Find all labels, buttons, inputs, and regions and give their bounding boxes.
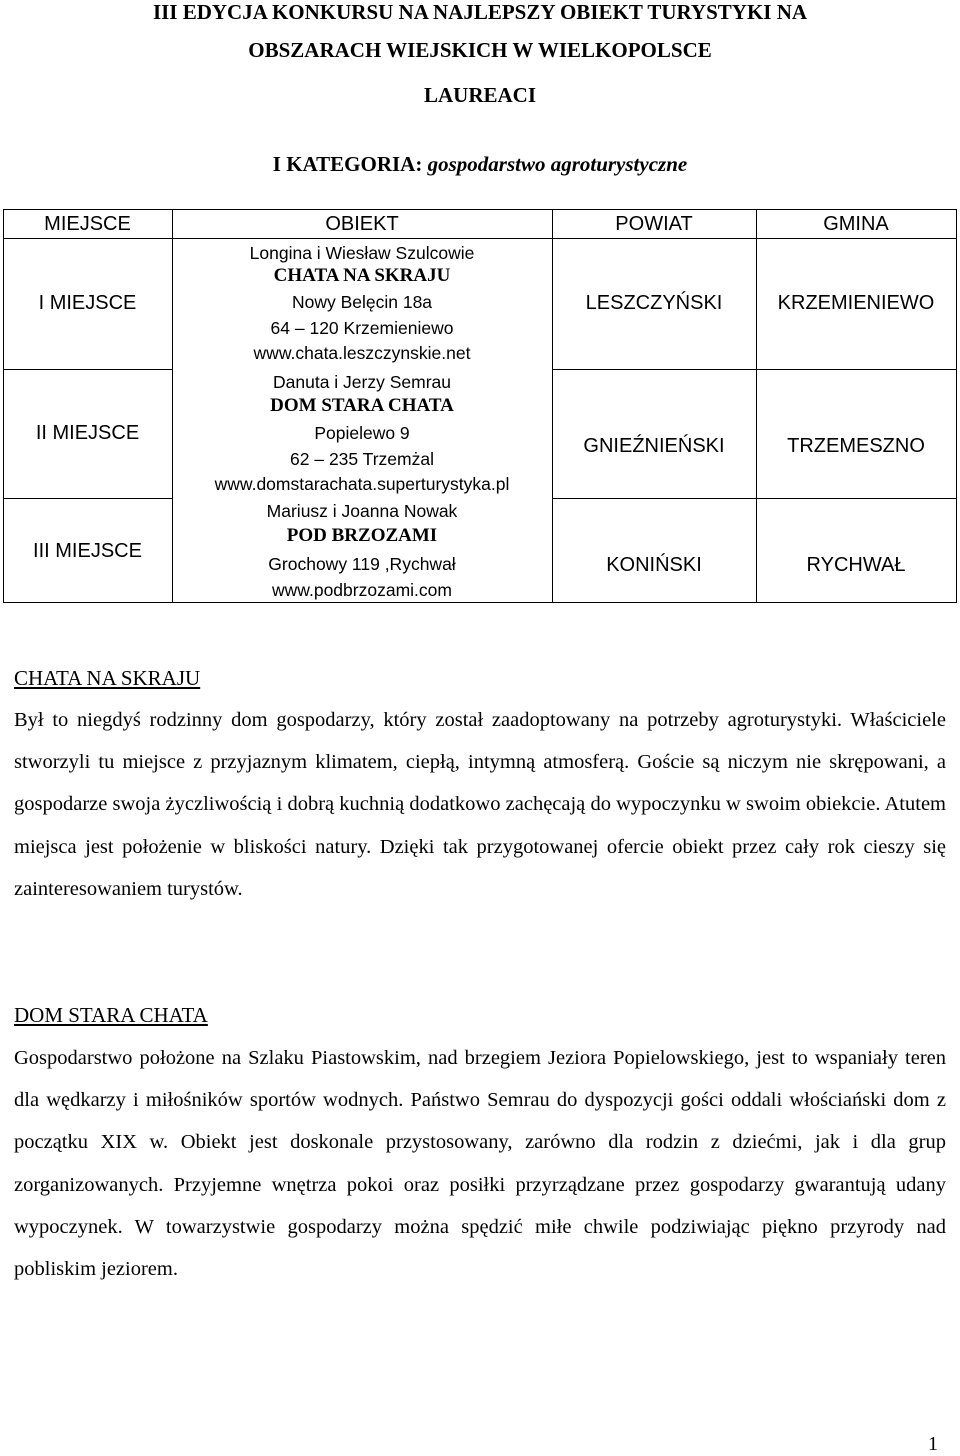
object-name: POD BRZOZAMI xyxy=(286,525,438,546)
owner-text: Danuta i Jerzy Semrau xyxy=(273,372,451,392)
row-divider xyxy=(3,369,172,370)
address-line: Grochowy 119 ,Rychwał xyxy=(268,554,456,574)
website-text: www.podbrzozami.com xyxy=(272,580,452,600)
table-border-top xyxy=(3,209,957,210)
column-divider xyxy=(552,209,553,603)
header-powiat: POWIAT xyxy=(615,213,693,235)
owner-text: Longina i Wiesław Szulcowie xyxy=(249,243,475,263)
table-border-right xyxy=(956,209,957,603)
object-name: CHATA NA SKRAJU xyxy=(273,265,451,286)
section-title-dom-stara-chata: DOM STARA CHATA xyxy=(14,1003,208,1027)
address-line: 64 – 120 Krzemieniewo xyxy=(270,318,454,338)
row-divider xyxy=(3,498,172,499)
place-cell: III MIEJSCE xyxy=(33,540,142,562)
website-text: www.domstarachata.superturystyka.pl xyxy=(214,474,510,494)
header-gmina: GMINA xyxy=(823,213,889,235)
owner-text: Mariusz i Joanna Nowak xyxy=(266,501,458,521)
gmina-cell: RYCHWAŁ xyxy=(806,554,906,576)
section-text-dom-stara-chata: Gospodarstwo położone na Szlaku Piastowskim, nad brzegiem Jeziora Popielowskiego, jest to wspaniały teren dla wędkarzy i miłośników sportów wodnych. Państwo Semrau do dyspozycji gości oddali włościański dom z początku XIX w. Obiekt jest doskonale przystosowany, zarówno dla rodzin z dziećmi, jak i dla grup zorganizowanych. Przyjemne wnętrza pokoi oraz posiłki przyrządzane przez gospodarzy gwarantują udany wypoczynek. W towarzystwie gospodarzy można spędzić miłe chwile podziwiając piękno przyrody nad pobliskim jeziorem. xyxy=(14,1047,946,1281)
title-line-1: III EDYCJA KONKURSU NA NAJLEPSZY OBIEKT TURYSTYKI NA xyxy=(152,0,808,24)
powiat-cell: KONIŃSKI xyxy=(606,554,702,576)
header-obiekt: OBIEKT xyxy=(325,213,399,235)
table-header-divider xyxy=(3,238,957,239)
address-line: Nowy Belęcin 18a xyxy=(291,292,433,312)
section-title-chata-na-skraju: CHATA NA SKRAJU xyxy=(14,666,201,690)
category-name: gospodarstwo agroturystyczne xyxy=(427,152,688,176)
page-number: 1 xyxy=(928,1433,938,1455)
gmina-cell: TRZEMESZNO xyxy=(787,435,925,457)
table-border-bottom xyxy=(3,602,957,603)
website-text: www.chata.leszczynskie.net xyxy=(253,343,471,363)
header-miejsce: MIEJSCE xyxy=(44,213,131,235)
row-divider xyxy=(552,498,957,499)
title-line-3: LAUREACI xyxy=(423,83,536,107)
gmina-cell: KRZEMIENIEWO xyxy=(777,292,935,314)
section-text-chata-na-skraju: Był to niegdyś rodzinny dom gospodarzy, który został zaadoptowany na potrzeby agroturystyki. Właściciele stworzyli tu miejsce z przyjaznym klimatem, ciepłą, intymną atmosferą. Goście są niczym nie skrępowani, a gospodarze swoja życzliwością i dobrą kuchnią dodatkowo zachęcają do wypoczynku w swoim obiekcie. Atutem miejsca jest położenie w bliskości natury. Dzięki tak przygotowanej ofercie obiekt przez cały rok cieszy się zainteresowaniem turystów. xyxy=(14,709,946,900)
address-line: 62 – 235 Trzemżal xyxy=(290,449,434,469)
category-prefix: I KATEGORIA: xyxy=(272,152,428,176)
powiat-cell: GNIEŹNIEŃSKI xyxy=(583,435,725,457)
place-cell: II MIEJSCE xyxy=(35,422,140,444)
row-divider xyxy=(552,369,957,370)
object-name: DOM STARA CHATA xyxy=(270,395,454,416)
category-heading xyxy=(0,152,960,176)
address-line: Popielewo 9 xyxy=(314,423,410,443)
column-divider xyxy=(756,209,757,603)
title-line-2: OBSZARACH WIEJSKICH W WIELKOPOLSCE xyxy=(248,38,712,62)
powiat-cell: LESZCZYŃSKI xyxy=(585,292,723,314)
place-cell: I MIEJSCE xyxy=(38,292,137,314)
